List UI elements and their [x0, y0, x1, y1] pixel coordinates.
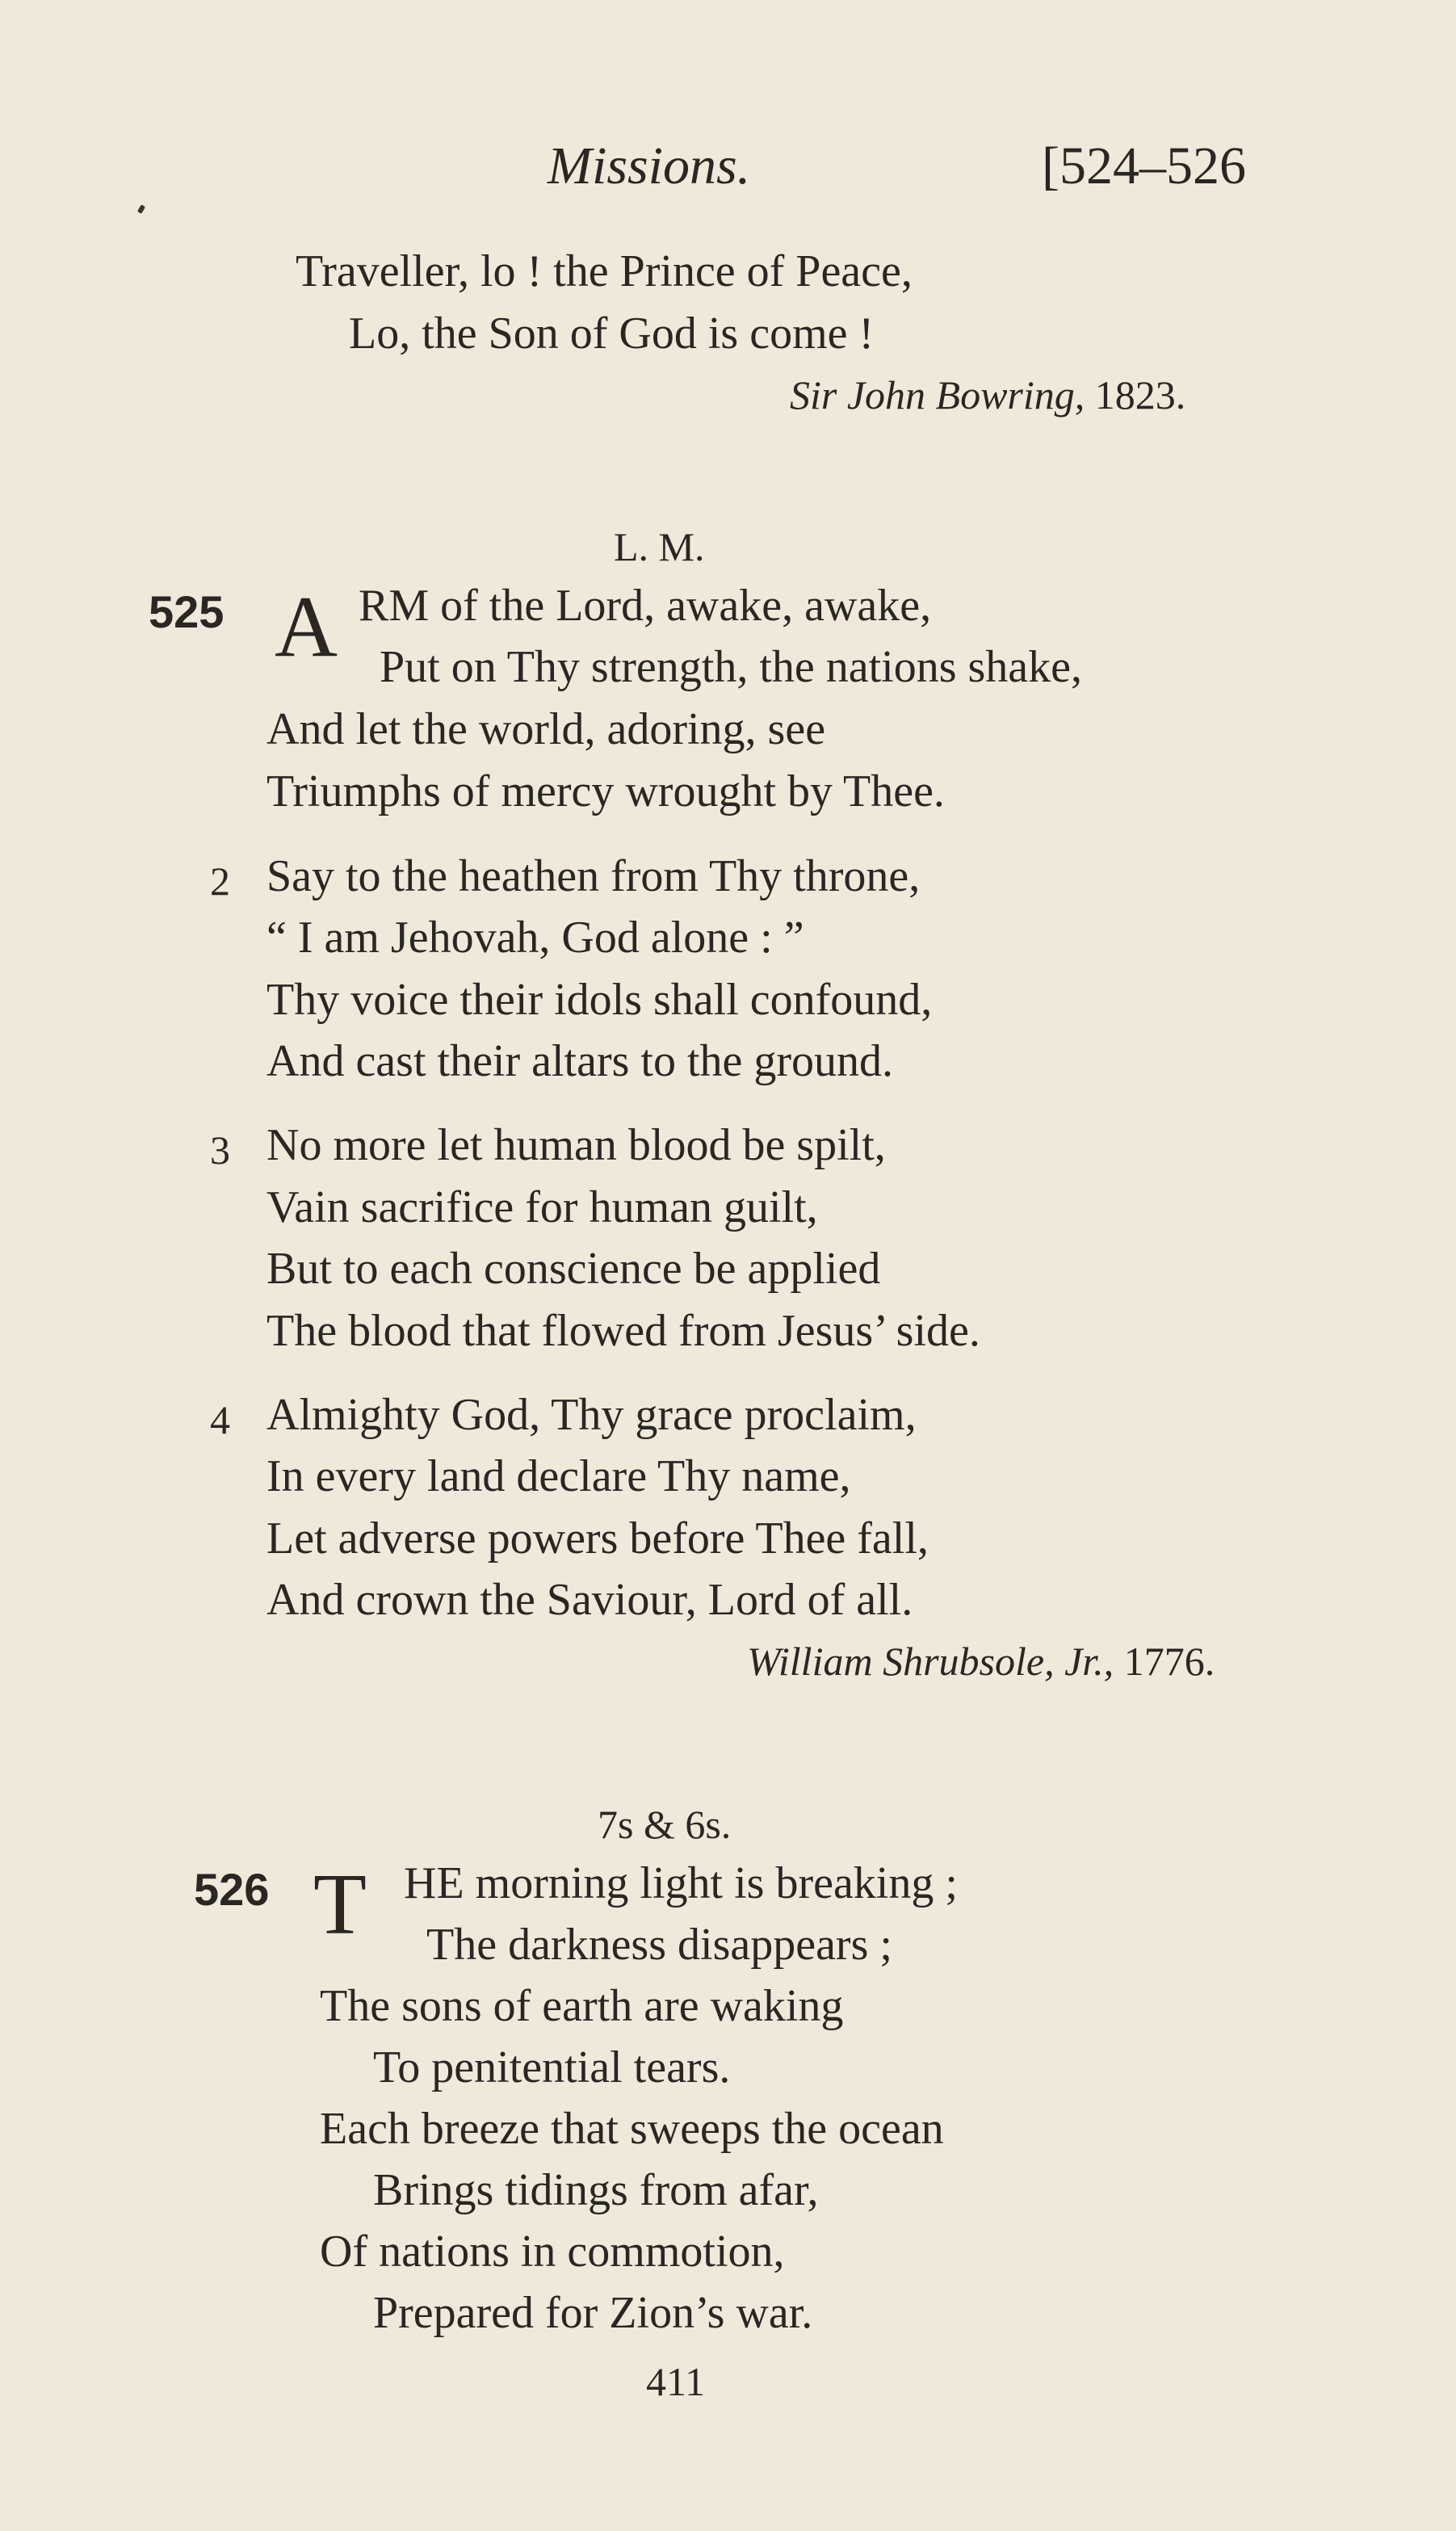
hymn-line: The blood that flowed from Jesus’ side. [266, 1306, 980, 1356]
hymn-line: In every land declare Thy name, [266, 1451, 851, 1501]
running-head-range: [524–526 [1042, 136, 1246, 195]
hymn-line: Brings tidings from afar, [373, 2165, 819, 2215]
hymn-line: To penitential tears. [373, 2042, 731, 2092]
hymn-line: Of nations in commotion, [320, 2227, 785, 2277]
hymn-number: 526 [194, 1864, 270, 1915]
verse-number: 4 [210, 1397, 230, 1442]
hymn-line: Each breeze that sweeps the ocean [320, 2104, 944, 2154]
hymn-line: But to each conscience be applied [266, 1244, 881, 1294]
verse-number: 2 [210, 858, 230, 904]
drop-cap: T [313, 1857, 367, 1953]
hymn-line: Almighty God, Thy grace proclaim, [266, 1390, 917, 1440]
hymn-meter: 7s & 6s. [598, 1802, 732, 1847]
hymn-line: Put on Thy strength, the nations shake, [380, 642, 1082, 692]
attribution-year: 1776. [1123, 1639, 1215, 1684]
hymn-line: Thy voice their idols shall confound, [266, 975, 933, 1025]
hymn-line: HE morning light is breaking ; [404, 1858, 958, 1908]
hymn-meter: L. M. [614, 524, 705, 569]
verse-number: 3 [210, 1127, 230, 1173]
hymn-line: Vain sacrifice for human guilt, [266, 1182, 818, 1232]
page-speck [137, 204, 145, 214]
running-head-title: Missions. [548, 136, 751, 195]
hymn-line: Triumphs of mercy wrought by Thee. [266, 766, 945, 816]
hymn-line: And crown the Saviour, Lord of all. [266, 1575, 913, 1625]
hymn-line: The sons of earth are waking [320, 1981, 844, 2031]
attribution-author: Sir John Bowring, [790, 372, 1085, 418]
hymn-line: Traveller, lo ! the Prince of Peace, [296, 246, 913, 296]
attribution [747, 1638, 1215, 1685]
hymn-line: “ I am Jehovah, God alone : ” [266, 913, 804, 963]
attribution [790, 371, 1185, 418]
attribution-year: 1823. [1094, 372, 1186, 418]
hymn-line: And cast their altars to the ground. [266, 1036, 894, 1086]
hymn-line: The darkness disappears ; [426, 1920, 892, 1970]
page-number: 411 [646, 2359, 706, 2404]
drop-cap: A [275, 579, 338, 675]
hymn-line: Lo, the Son of God is come ! [349, 309, 875, 359]
hymn-line: Let adverse powers before Thee fall, [266, 1513, 929, 1564]
hymn-line: Say to the heathen from Thy throne, [266, 851, 921, 901]
hymn-line: No more let human blood be spilt, [266, 1120, 886, 1170]
hymn-line: RM of the Lord, awake, awake, [359, 581, 932, 631]
hymn-line: Prepared for Zion’s war. [373, 2288, 813, 2338]
hymn-line: And let the world, adoring, see [266, 704, 826, 754]
hymn-number: 525 [149, 586, 224, 637]
attribution-author: William Shrubsole, Jr., [747, 1639, 1114, 1684]
